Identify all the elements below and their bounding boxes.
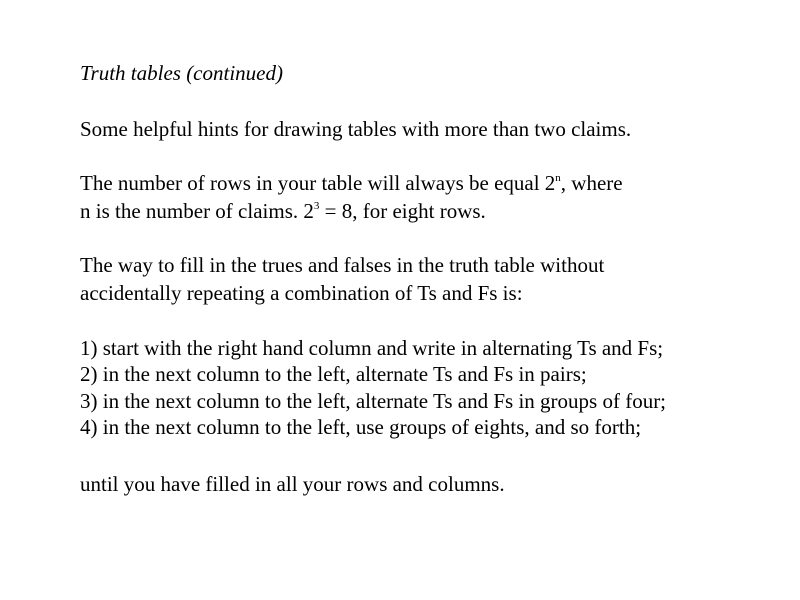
step-item-3: 3) in the next column to the left, alternate Ts and Fs in groups of four; — [80, 389, 667, 413]
intro-text: Some helpful hints for drawing tables with more than two claims. — [80, 117, 632, 141]
step-item-1: 1) start with the right hand column and write in alternating Ts and Fs; — [80, 336, 664, 360]
rows-line-2-tail: = 8, for eight rows. — [319, 199, 486, 223]
rows-paragraph-line-1 — [80, 170, 623, 196]
step-item-2: 2) in the next column to the left, alternate Ts and Fs in pairs; — [80, 362, 587, 386]
rows-paragraph-line-2 — [80, 198, 486, 224]
method-line-2: accidentally repeating a combination of Ts and Fs is: — [80, 281, 523, 305]
method-line-1: The way to fill in the trues and falses in the truth table without — [80, 253, 605, 277]
conclusion-text: until you have filled in all your rows and columns. — [80, 472, 505, 496]
exponent-n: n — [555, 172, 561, 184]
slide-title: Truth tables (continued) — [80, 61, 283, 85]
exponent-3: 3 — [313, 200, 320, 212]
rows-line-2-text: n is the number of claims. 2 — [80, 199, 314, 223]
rows-line-1-text: The number of rows in your table will always be equal 2 — [80, 171, 556, 195]
step-item-4: 4) in the next column to the left, use groups of eights, and so forth; — [80, 415, 642, 439]
rows-line-1-tail: , where — [560, 171, 623, 195]
